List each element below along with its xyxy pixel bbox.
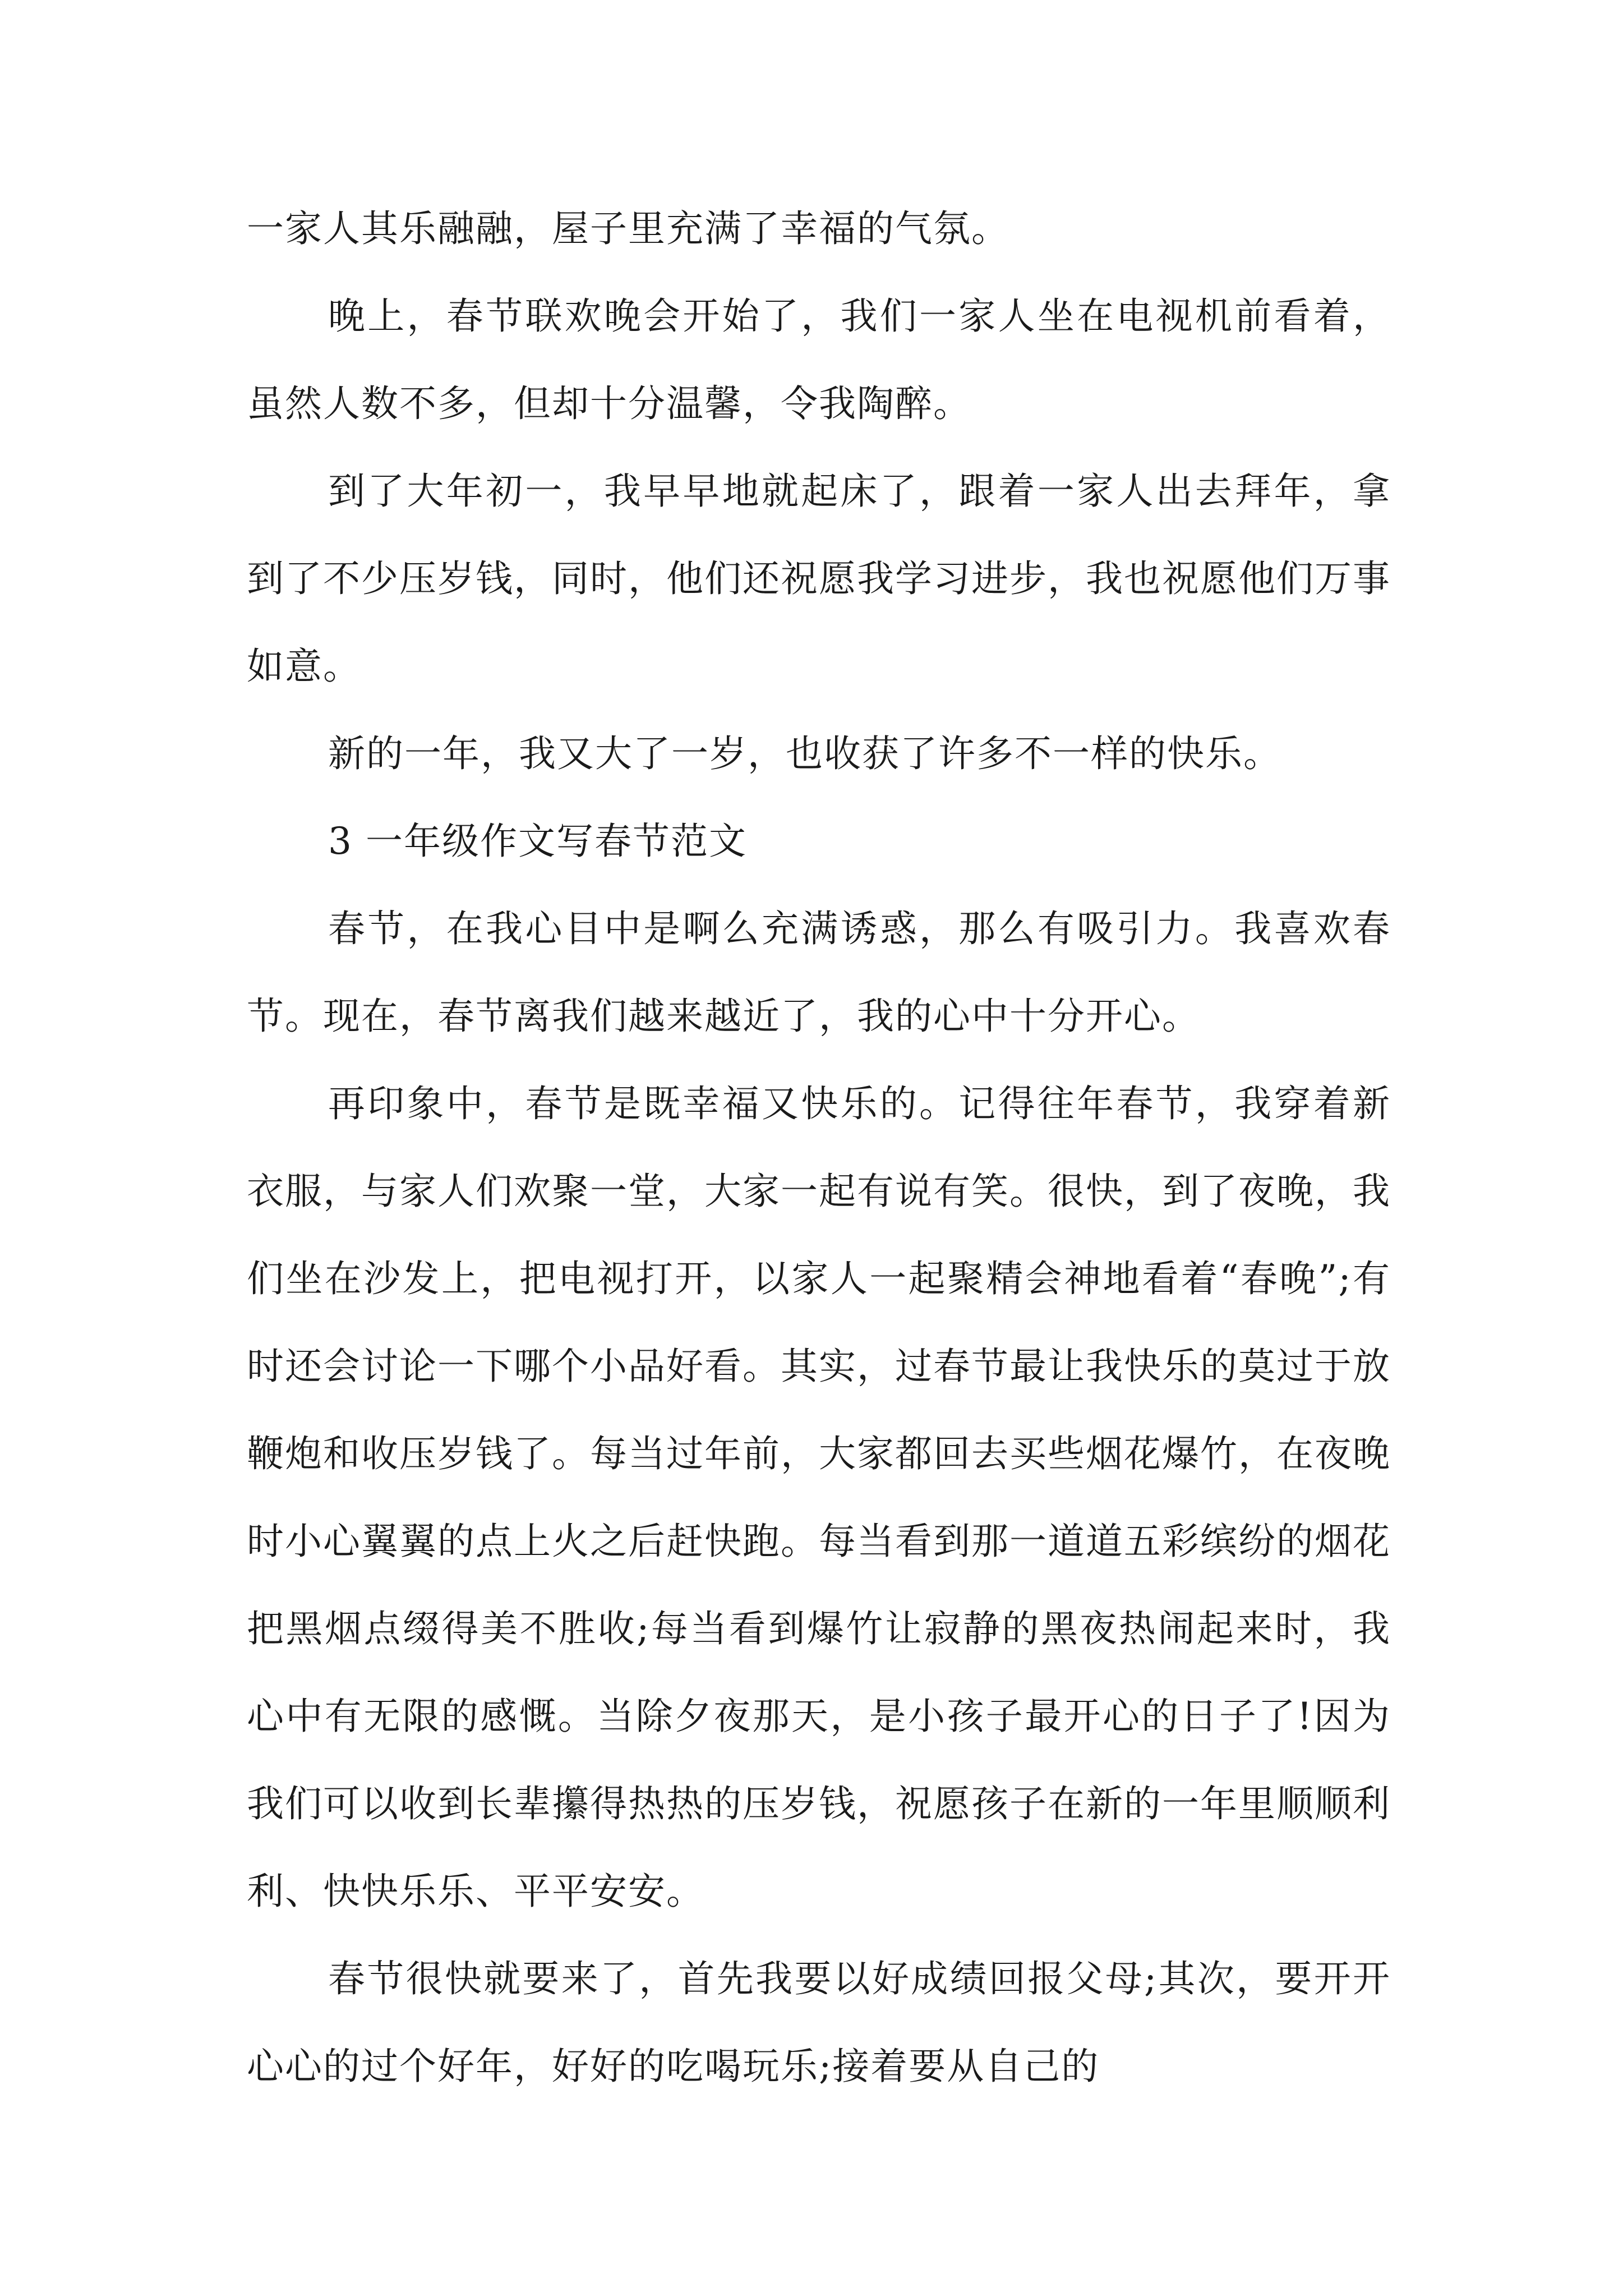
paragraph-3: 到了大年初一，我早早地就起床了，跟着一家人出去拜年，拿到了不少压岁钱，同时，他们还祝愿我学习进步，我也祝愿他们万事如意。 xyxy=(247,470,1391,688)
paragraph-2: 晚上，春节联欢晚会开始了，我们一家人坐在电视机前看着，虽然人数不多，但却十分温馨，令我陶醉。 xyxy=(247,295,1391,425)
document-body xyxy=(247,185,1391,2110)
paragraph-4: 新的一年，我又大了一岁，也收获了许多不一样的快乐。 xyxy=(328,732,1281,775)
section-heading: 3 一年级作文写春节范文 xyxy=(328,820,747,863)
paragraph-7: 春节很快就要来了，首先我要以好成绩回报父母;其次，要开开心心的过个好年，好好的吃喝玩乐;接着要从自己的 xyxy=(247,1957,1391,2088)
paragraph-6: 再印象中，春节是既幸福又快乐的。记得往年春节，我穿着新衣服，与家人们欢聚一堂，大家一起有说有笑。很快，到了夜晚，我们坐在沙发上，把电视打开，以家人一起聚精会神地看着“春晚”;有时还会讨论一下哪个小品好看。其实，过春节最让我快乐的莫过于放鞭炮和收压岁钱了。每当过年前，大家都回去买些烟花爆竹，在夜晚时小心翼翼的点上火之后赶快跑。每当看到那一道道五彩缤纷的烟花把黑烟点缀得美不胜收;每当看到爆竹让寂静的黑夜热闹起来时，我心中有无限的感慨。当除夕夜那天，是小孩子最开心的日子了!因为我们可以收到长辈攥得热热的压岁钱，祝愿孩子在新的一年里顺顺利利、快快乐乐、平平安安。 xyxy=(247,1082,1391,1913)
paragraph-5: 春节，在我心目中是啊么充满诱惑，那么有吸引力。我喜欢春节。现在，春节离我们越来越近了，我的心中十分开心。 xyxy=(247,907,1391,1038)
paragraph-1: 一家人其乐融融，屋子里充满了幸福的气氛。 xyxy=(247,207,1009,250)
